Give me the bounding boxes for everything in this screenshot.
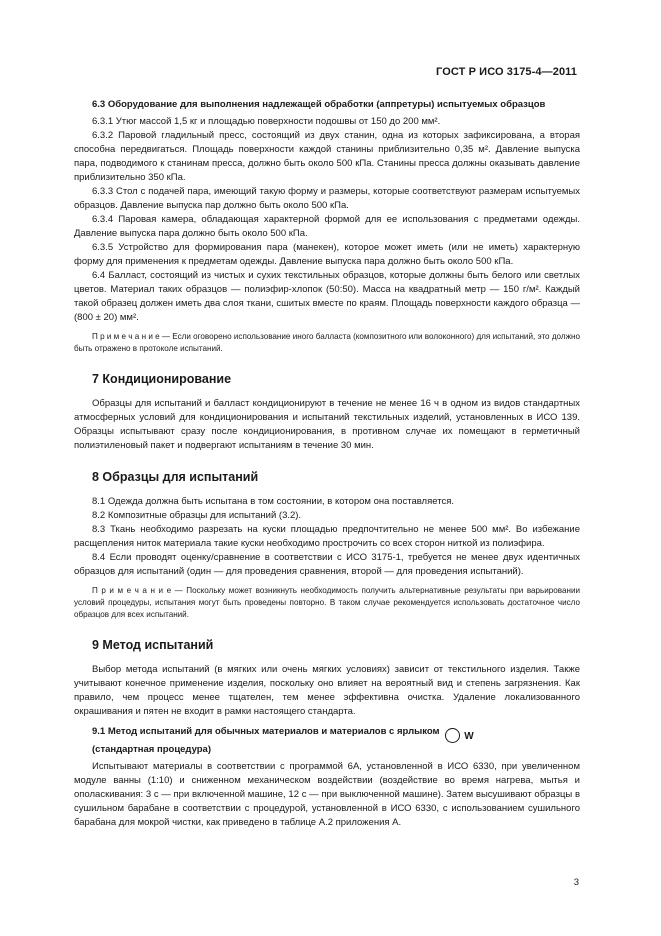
paragraph-9: Выбор метода испытаний (в мягких или очень мягких условиях) зависит от текстильного изделия. Также учитывают конечное применение изделия, поскольку оно влияет на вероятный вид и степень загрязнения. Как правило, чем процесс менее тщателен, тем менее эффективна очистка. Удаление локализованного окрашивания и пятен не входит в рамки настоящего стандарта. xyxy=(74,664,580,717)
section-title-7: 7 Кондиционирование xyxy=(92,372,232,386)
note-ballast: П р и м е ч а н и е — Если оговорено использование иного балласта (композитного или волоконного) для испытаний, это должно быть отражено в протоколе испытаний. xyxy=(74,332,580,353)
paragraph-6-3-1: 6.3.1 Утюг массой 1,5 кг и площадью поверхности подошвы от 150 до 200 мм². xyxy=(92,116,441,127)
paragraph-8-3: 8.3 Ткань необходимо разрезать на куски площадью предпочтительно не менее 500 мм². Во избежание расщепления ниток материала такие куски необходимо прострочить со всех сторон ниткой из полиэфира. xyxy=(74,524,580,549)
section-title-8: 8 Образцы для испытаний xyxy=(92,470,259,484)
paragraph-6-3-2: 6.3.2 Паровой гладильный пресс, состоящий из двух станин, одна из которых зафиксирована, а вторая способна передвигаться. Площадь поверхности каждой станины приблизительно 0,35 м². Давление выпуска пара, подводимого к станинам пресса, должно быть около 500 кПа. Станины пресса должны оказывать давление приблизительно 350 кПа. xyxy=(74,130,580,183)
paragraph-6-4: 6.4 Балласт, состоящий из чистых и сухих текстильных образцов, которые должны быть белого или светлых цветов. Материал таких образцов — полиэфир-хлопок (50:50). Масса на квадратный метр — 150 г/м². Каждый такой образец должен иметь два слоя ткани, сшитых вместе по краям. Площадь поверхности каждого образца — (800 ± 20) мм². xyxy=(74,270,580,323)
paragraph-6-3-5: 6.3.5 Устройство для формирования пара (манекен), которое может иметь (или не иметь) характерную форму для применения к предметам одежды. Давление выпуска пара должно быть около 500 кПа. xyxy=(74,242,580,267)
subsection-title-9-1-text: 9.1 Метод испытаний для обычных материалов и материалов с ярлыком xyxy=(92,726,440,737)
wet-cleaning-symbol-icon: W xyxy=(445,728,460,743)
paragraph-9-1: Испытывают материалы в соответствии с программой 6А, установленной в ИСО 6330, при увеличенном модуле ванны (1:10) и сниженном механическом воздействии (воздействие во время нагрева, мытья и ополаскивания: 3 с — при включенной машине, 12 с — при выключенной машине). Затем высушивают образцы в сушильном барабане в соответствии с процедурой, установленной в ИСО 6330, с использованием сушильного барабана для мокрой чистки, как приведено в таблице А.2 приложения А. xyxy=(74,761,580,828)
paragraph-8-2: 8.2 Композитные образцы для испытаний (3.2). xyxy=(92,510,302,521)
paragraph-8-4: 8.4 Если проводят оценку/сравнение в соответствии с ИСО 3175-1, требуется не менее двух идентичных образцов для испытаний (один — для проведения сравнения, второй — для проведения испытаний). xyxy=(74,552,580,577)
page-content xyxy=(74,98,580,830)
subsection-title-9-1 xyxy=(74,725,580,743)
subsection-title-6-3: 6.3 Оборудование для выполнения надлежащей обработки (аппретуры) испытуемых образцов xyxy=(92,99,546,110)
page-number: 3 xyxy=(573,877,579,888)
note-samples: П р и м е ч а н и е — Поскольку может возникнуть необходимость получить альтернативные результаты при варьировании условий процедуры, испытания могут быть проведены повторно. В таком случае рекомендуется использовать достаточное число образцов для всех испытаний. xyxy=(74,586,580,619)
subsection-title-9-1-continued: (стандартная процедура) xyxy=(92,744,211,755)
paragraph-7: Образцы для испытаний и балласт кондиционируют в течение не менее 16 ч в одном из видов стандартных атмосферных условий для кондиционирования и испытаний текстильных изделий, установленных в ИСО 139. Образцы испытывают сразу после кондиционирования, в противном случае их помещают в герметичный полиэтиленовый пакет и подвергают испытаниям в течение 30 мин. xyxy=(74,398,580,451)
document-code-header: ГОСТ Р ИСО 3175-4—2011 xyxy=(436,66,577,78)
paragraph-8-1: 8.1 Одежда должна быть испытана в том состоянии, в котором она поставляется. xyxy=(92,496,454,507)
section-title-9: 9 Метод испытаний xyxy=(92,638,214,652)
paragraph-6-3-3: 6.3.3 Стол с подачей пара, имеющий такую форму и размеры, которые соответствуют размерам испытуемых образцов. Давление выпуска пар должно быть около 500 кПа. xyxy=(74,186,580,211)
paragraph-6-3-4: 6.3.4 Паровая камера, обладающая характерной формой для ее использования с предметами одежды. Давление выпуска пара должно быть около 500 кПа. xyxy=(74,214,580,239)
